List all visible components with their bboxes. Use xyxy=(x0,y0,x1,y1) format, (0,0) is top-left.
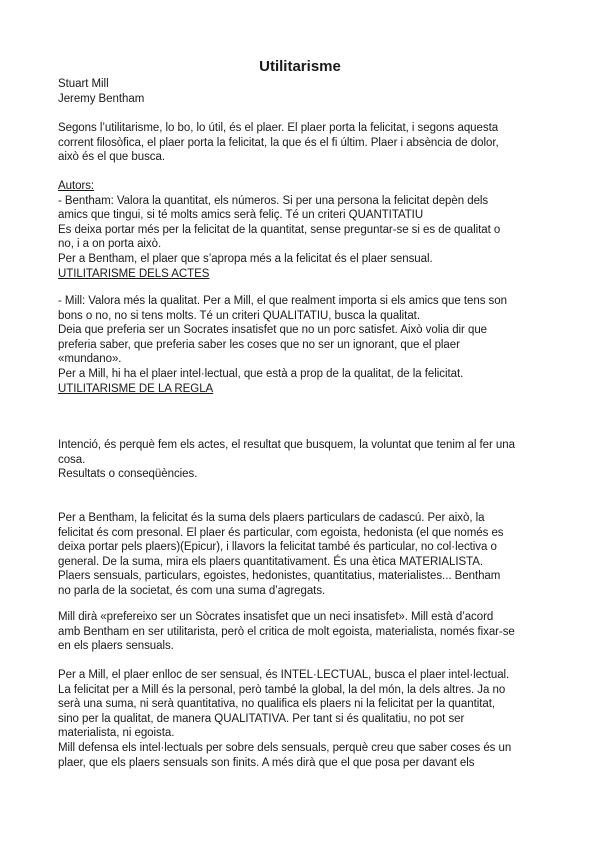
mill-intelectual-paragraph xyxy=(58,668,548,770)
text-line: Deia que preferia ser un Socrates insatisfet que no un porc satisfet. Això volia dir que xyxy=(58,324,488,337)
text-line: amics que tingui, si té molts amics serà feliç. Té un criteri QUANTITATIU xyxy=(58,209,424,222)
intro-paragraph xyxy=(58,121,548,165)
text-line: no parla de la societat, és com una suma d’agregats. xyxy=(58,584,326,597)
autors-section xyxy=(58,179,548,281)
text-line: Per a Mill, el plaer enlloc de ser sensual, és INTEL·LECTUAL, busca el plaer intel·lectual. xyxy=(58,669,510,681)
text-line: - Bentham: Valora la quantitat, els números. Si per una persona la felicitat depèn dels xyxy=(58,194,489,207)
text-line: «mundano». xyxy=(58,353,122,366)
text-line: - Mill: Valora més la qualitat. Per a Mill, el que realment importa si els amics que tens son xyxy=(58,295,507,307)
author-name: Stuart Mill xyxy=(58,78,109,90)
text-line: cosa. xyxy=(58,453,86,466)
text-line: Plaers sensuals, particulars, egoistes, hedonistes, quantitatius, materialistes... Bentham xyxy=(58,570,501,583)
text-line: preferia saber, que preferia saber les coses que no ser un ignorant, que el plaer xyxy=(58,338,460,351)
text-line: Per a Bentham, la felicitat és la suma dels plaers particulars de cadascú. Per això, la xyxy=(58,512,485,524)
text-line: La felicitat per a Mill és la personal, però també la global, la del món, la dels altres. Ja no xyxy=(58,683,506,696)
section-heading: UTILITARISME DE LA REGLA xyxy=(58,382,214,395)
text-line: en els plaers sensuals. xyxy=(58,640,174,653)
text-line: general. De la suma, mira els plaers quantitativament. És una ètica MATERIALISTA. xyxy=(58,555,484,568)
text-line: plaer, que els plaers sensuals son finits. A més dirà que el que posa per davant els xyxy=(58,756,475,769)
text-line: Per a Mill, hi ha el plaer intel·lectual, que està a prop de la qualitat, de la felicitat. xyxy=(58,367,464,380)
text-line: corrent filosòfica, el plaer porta la felicitat, la que és el fi últim. Plaer i absència de dolor, xyxy=(58,136,499,149)
text-line: felicitat és com presonal. El plaer és particular, com egoista, hedonista (el que només es xyxy=(58,526,504,539)
text-line: materialista, ni egoista. xyxy=(58,727,175,740)
text-line: serà una suma, ni serà quantitativa, no qualifica els plaers ni la felicitat per la quantitat, xyxy=(58,698,496,711)
text-line: bons o no, no si tens molts. Té un criteri QUALITATIU, busca la qualitat. xyxy=(58,309,420,322)
text-line: Per a Bentham, el plaer que s’apropa més a la felicitat és el plaer sensual. xyxy=(58,252,433,265)
bentham-felicitat-paragraph xyxy=(58,511,548,599)
text-line: Es deixa portar més per la felicitat de la quantitat, sense preguntar-se si es de qualitat o xyxy=(58,223,501,236)
autors-label: Autors: xyxy=(58,180,95,192)
text-line: això és el que busca. xyxy=(58,151,165,164)
text-line: Segons l’utilitarisme, lo bo, lo útil, és el plaer. El plaer porta la felicitat, i segons aquesta xyxy=(58,122,499,134)
section-heading: UTILITARISME DELS ACTES xyxy=(58,267,210,280)
document-title: Utilitarisme xyxy=(259,58,341,75)
text-line: deixa portar pels plaers)(Epicur), i llavors la felicitat també és particular, no col·lectiva o xyxy=(58,541,497,554)
mill-dira-paragraph xyxy=(58,610,548,654)
author-name: Jeremy Bentham xyxy=(58,92,145,105)
intencio-paragraph xyxy=(58,438,548,482)
mill-section xyxy=(58,294,548,396)
text-line: Mill defensa els intel·lectuals per sobre dels sensuals, perquè creu que saber coses és un xyxy=(58,741,512,754)
text-line: Mill dirà «prefereixo ser un Sòcrates insatisfet que un neci insatisfet». Mill està d’acord xyxy=(58,611,494,623)
text-line: Intenció, és perquè fem els actes, el resultat que busquem, la voluntat que tenim al fer una xyxy=(58,439,515,451)
text-line: Resultats o conseqüències. xyxy=(58,468,198,481)
text-line: amb Bentham en ser utilitarista, però el critica de molt egoista, materialista, només fixar-se xyxy=(58,625,515,638)
text-line: no, i a on porta això. xyxy=(58,238,162,251)
author-names xyxy=(58,77,548,106)
text-line: sino per la qualitat, de manera QUALITATIVA. Per tant si és qualitatiu, no pot ser xyxy=(58,712,465,725)
